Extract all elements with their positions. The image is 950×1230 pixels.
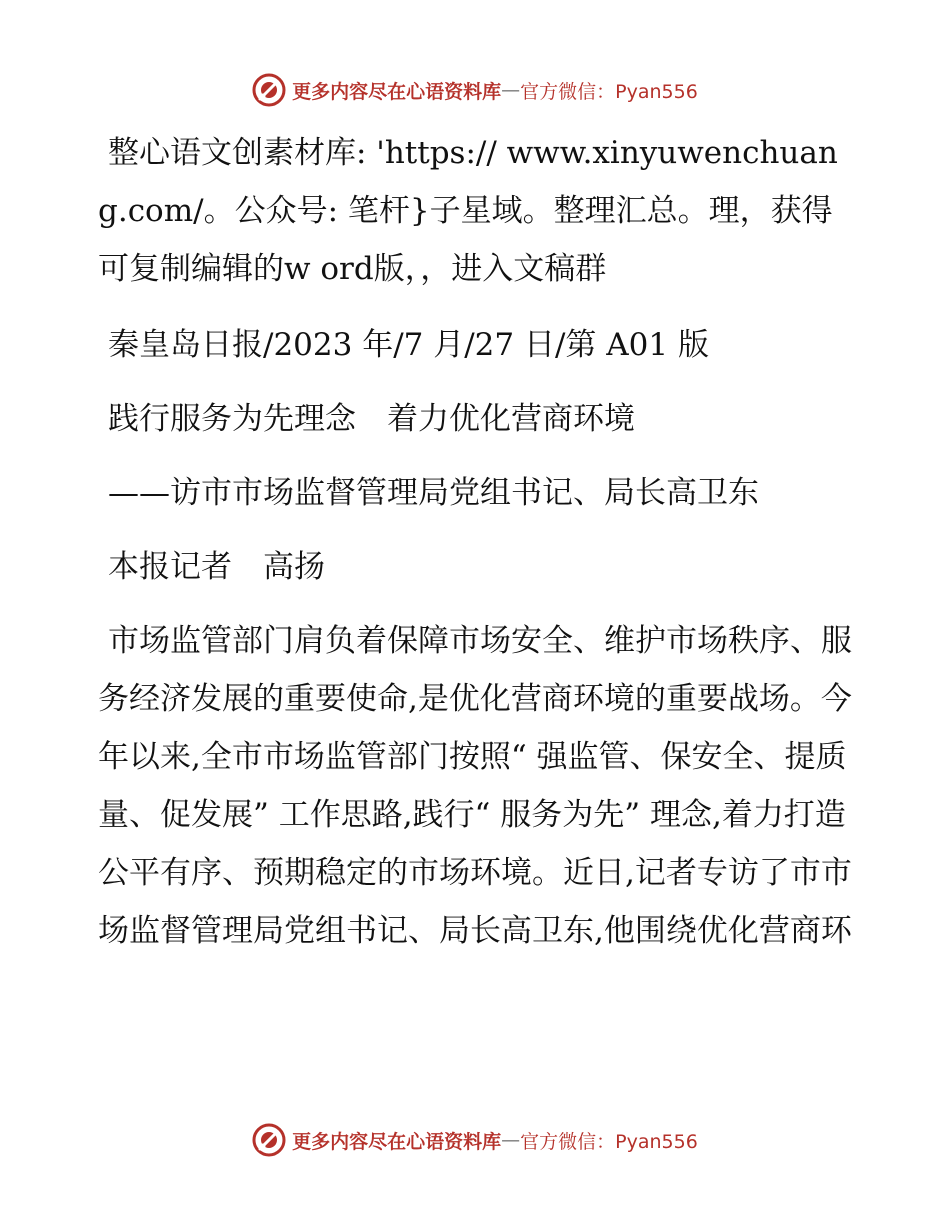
brand-logo-icon [252, 1123, 286, 1157]
header-banner [0, 70, 950, 110]
banner-wechat-text: 官方微信：Pyan556 [520, 80, 698, 103]
banner-main-text: 更多内容尽在心语资料库 [292, 80, 502, 103]
article-subtitle: ——访市市场监督管理局党组书记、局长高卫东 [108, 475, 759, 511]
publication-meta: 秦皇岛日报/2023 年/7 月/27 日/第 A01 版 [108, 327, 709, 363]
article-title: 践行服务为先理念 着力优化营商环境 [108, 401, 635, 437]
banner-separator: — [501, 79, 521, 101]
article-reporter: 本报记者 高扬 [108, 549, 325, 585]
intro-paragraph: 整心语文创素材库: 'https:// www.xinyuwenchuang.com/。公众号: 笔杆}子星域。整理汇总。理，获得可复制编辑的w ord版，，进入文稿群 [98, 135, 838, 287]
banner-separator: — [501, 1129, 521, 1151]
article-body: 市场监管部门肩负着保障市场安全、维护市场秩序、服务经济发展的重要使命,是优化营商环境的重要战场。今年以来,全市市场监管部门按照“ 强监管、保安全、提质量、促发展” 工作思路,践行“ 服务为先” 理念,着力打造公平有序、预期稳定的市场环境。近日,记者专访了市市场监督管理局党组书记、局长高卫东,他围绕优化营商环 [98, 623, 852, 949]
banner-wechat-text: 官方微信：Pyan556 [520, 1130, 698, 1153]
footer-banner [0, 1120, 950, 1160]
brand-logo-icon [252, 73, 286, 107]
banner-main-text: 更多内容尽在心语资料库 [292, 1130, 502, 1153]
document-content [98, 124, 858, 960]
